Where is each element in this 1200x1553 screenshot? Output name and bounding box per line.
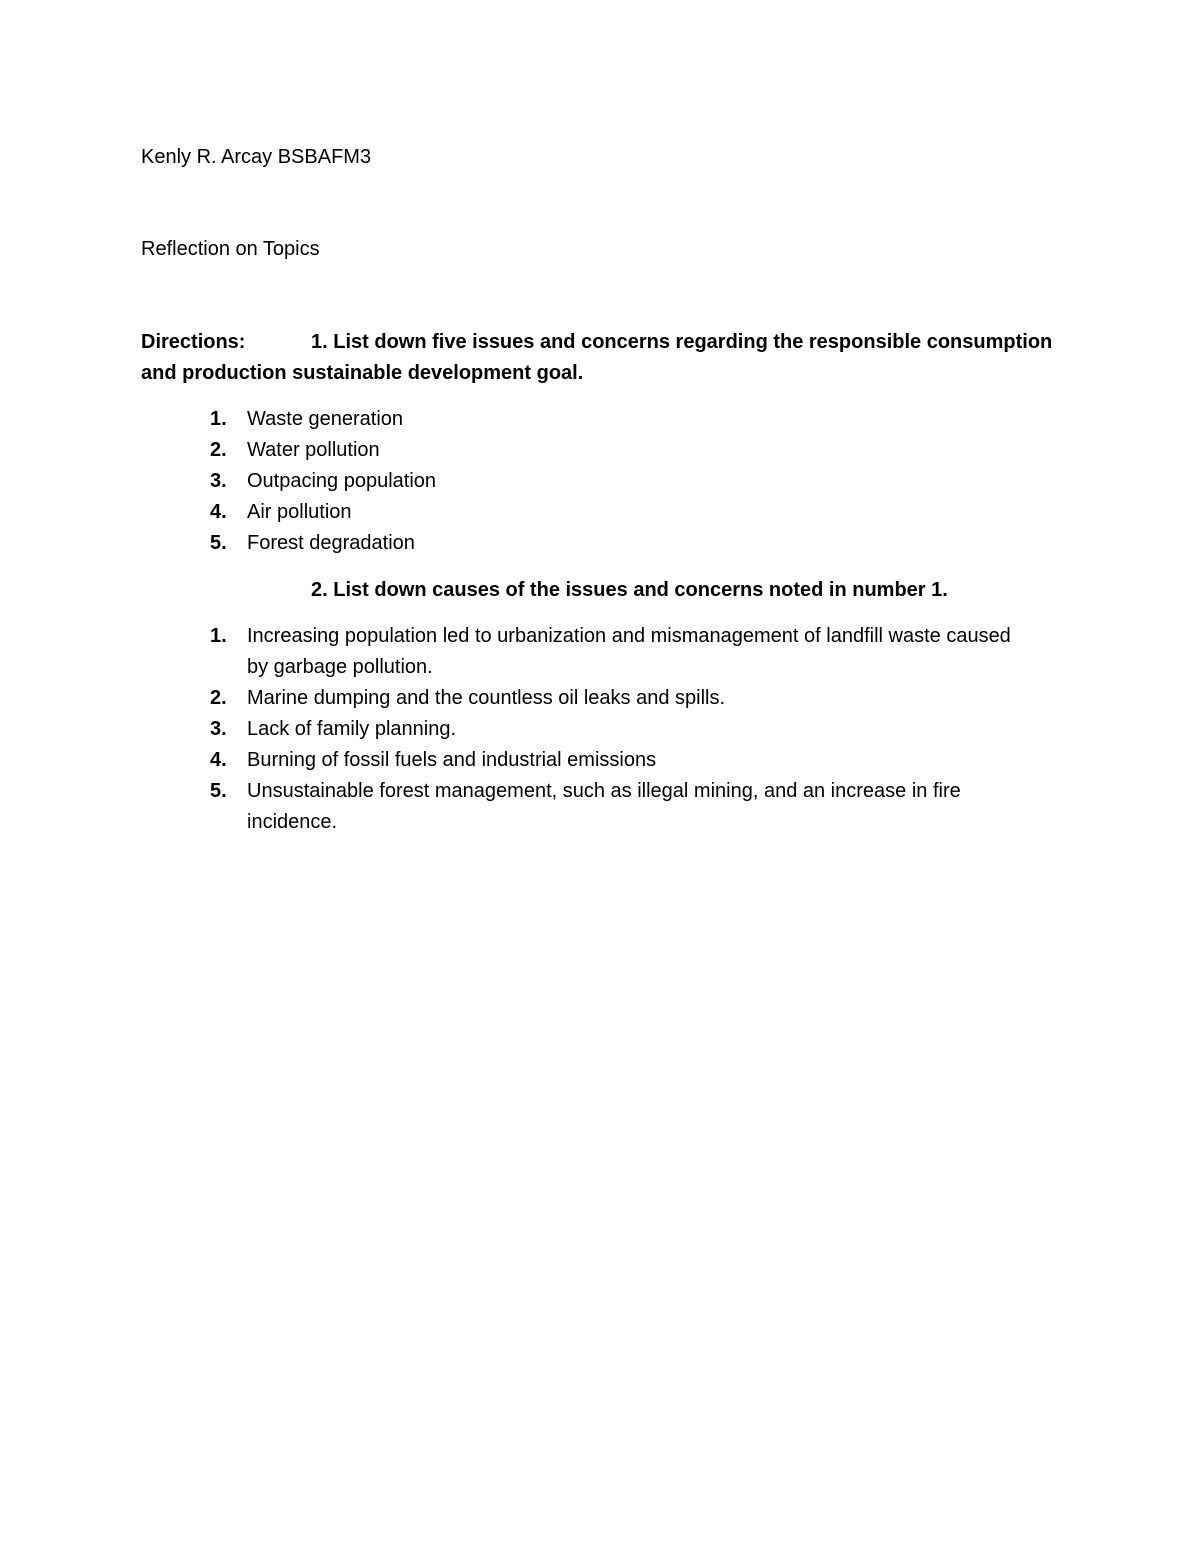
list-item xyxy=(0,714,1027,745)
list-item xyxy=(0,621,1027,683)
document-subtitle: Reflection on Topics xyxy=(141,238,320,260)
list-item xyxy=(0,745,1027,776)
list-item-number: 4. xyxy=(210,749,227,771)
list-item xyxy=(0,528,1027,559)
list-item-text: Water pollution xyxy=(247,439,380,461)
causes-list xyxy=(0,621,1027,838)
list-item-number: 3. xyxy=(210,718,227,740)
question-1-text: 1. List down five issues and concerns regarding the responsible consumption and production sustainable development goal. xyxy=(141,331,1053,384)
directions-label: Directions: xyxy=(141,331,246,353)
list-item-text: Forest degradation xyxy=(247,532,415,554)
list-item xyxy=(0,776,1027,838)
question-2-text: 2. List down causes of the issues and concerns noted in number 1. xyxy=(311,579,948,601)
list-item-text: Increasing population led to urbanization and mismanagement of landfill waste caused by garbage pollution. xyxy=(247,625,1011,678)
list-item-text: Outpacing population xyxy=(247,470,437,492)
issues-list xyxy=(0,404,1027,559)
list-item-number: 5. xyxy=(210,780,227,802)
list-item xyxy=(0,466,1027,497)
list-item-text: Burning of fossil fuels and industrial emissions xyxy=(247,749,657,771)
list-item-number: 5. xyxy=(210,532,227,554)
list-item-text: Lack of family planning. xyxy=(247,718,457,740)
list-item-number: 3. xyxy=(210,470,227,492)
list-item-text: Waste generation xyxy=(247,408,404,430)
directions-block xyxy=(141,327,1071,389)
list-item-text: Marine dumping and the countless oil leaks and spills. xyxy=(247,687,726,709)
list-item-number: 4. xyxy=(210,501,227,523)
list-item-number: 2. xyxy=(210,439,227,461)
list-item-text: Air pollution xyxy=(247,501,352,523)
list-item-number: 2. xyxy=(210,687,227,709)
list-item xyxy=(0,497,1027,528)
list-item-number: 1. xyxy=(210,408,227,430)
list-item xyxy=(0,435,1027,466)
list-item-text: Unsustainable forest management, such as illegal mining, and an increase in fire incidence. xyxy=(247,780,961,833)
author-line: Kenly R. Arcay BSBAFM3 xyxy=(141,146,372,168)
list-item-number: 1. xyxy=(210,625,227,647)
list-item xyxy=(0,404,1027,435)
list-item xyxy=(0,683,1027,714)
